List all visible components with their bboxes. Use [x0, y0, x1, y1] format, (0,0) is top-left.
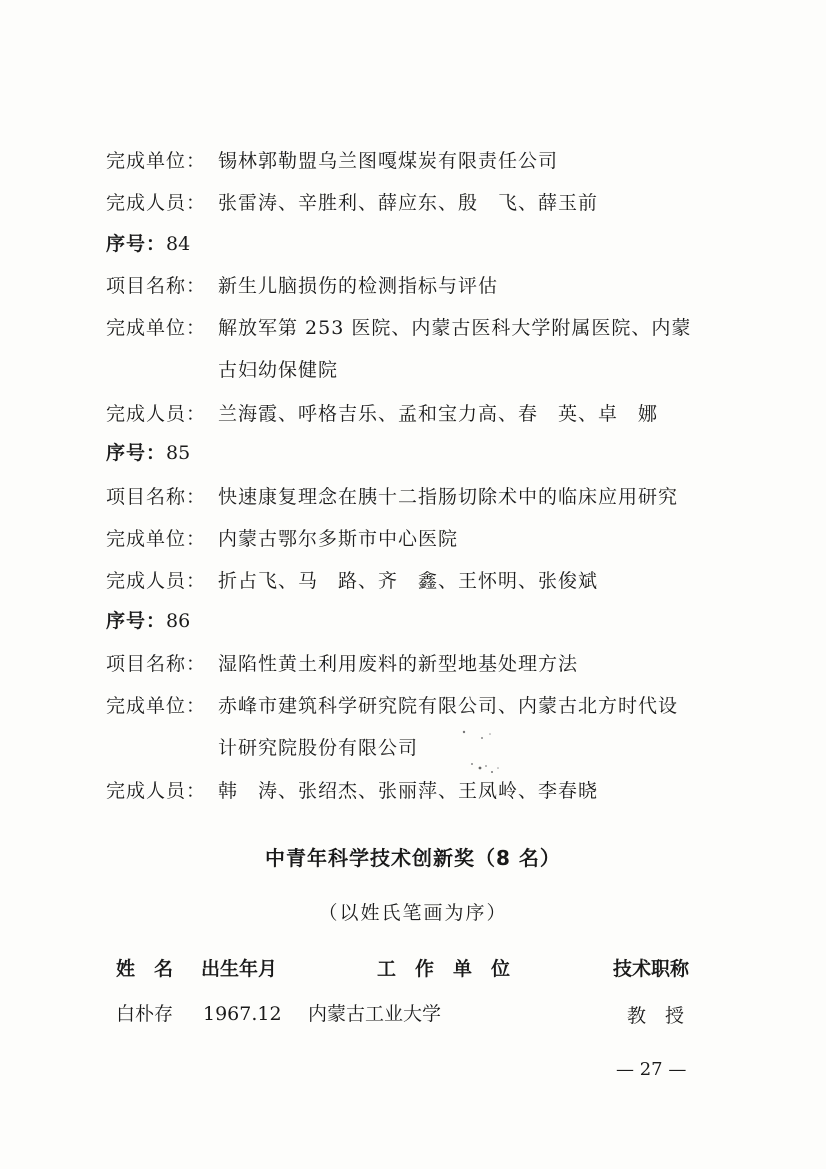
column-header-title: 技术职称 — [613, 958, 690, 980]
entry-staff-row — [106, 779, 746, 803]
staff-value: 兰海霞、呼格吉乐、孟和宝力高、春 英、卓 娜 — [218, 403, 659, 425]
staff-label: 完成人员： — [106, 780, 207, 802]
entry-seq-row — [106, 609, 190, 633]
entry-unit-row — [106, 527, 746, 551]
unit-value: 赤峰市建筑科学研究院有限公司、内蒙古北方时代设 — [218, 695, 679, 717]
staff-value: 折占飞、马 路、齐 鑫、王怀明、张俊斌 — [218, 570, 599, 592]
column-header-birth: 出生年月 — [201, 958, 278, 980]
entry-unit-row — [106, 316, 746, 340]
staff-label: 完成人员： — [106, 570, 207, 592]
entry-staff-row — [106, 402, 746, 426]
seq-number: 86 — [166, 610, 191, 632]
seq-number: 84 — [166, 233, 191, 255]
entry-unit-row — [106, 149, 746, 173]
entry-seq-row — [106, 441, 190, 465]
staff-label: 完成人员： — [106, 403, 207, 425]
seq-number: 85 — [166, 442, 191, 464]
award-subtitle: （以姓氏笔画为序） — [318, 902, 508, 924]
entry-staff-row — [106, 569, 746, 593]
entry-project-row — [106, 652, 746, 676]
project-value: 新生儿脑损伤的检测指标与评估 — [218, 275, 499, 297]
entry-staff-row — [106, 191, 746, 215]
project-label: 项目名称： — [106, 275, 207, 297]
column-header-name: 姓 名 — [116, 958, 174, 980]
page-number: — 27 — — [616, 1059, 687, 1080]
column-header-unit: 工 作 单 位 — [377, 958, 511, 980]
entry-unit-row — [106, 694, 746, 718]
entry-project-row — [106, 274, 746, 298]
unit-label: 完成单位： — [106, 150, 207, 172]
seq-label: 序号： — [106, 233, 167, 255]
cell-title: 教 授 — [627, 1005, 685, 1027]
entry-project-row — [106, 485, 746, 509]
unit-label: 完成单位： — [106, 528, 207, 550]
staff-value: 韩 涛、张绍杰、张丽萍、王凤岭、李春晓 — [218, 780, 599, 802]
cell-name: 白朴存 — [116, 1003, 174, 1025]
cell-unit: 内蒙古工业大学 — [308, 1003, 442, 1025]
staff-label: 完成人员： — [106, 192, 207, 214]
entry-seq-row — [106, 232, 190, 256]
project-label: 项目名称： — [106, 486, 207, 508]
project-label: 项目名称： — [106, 653, 207, 675]
unit-value: 内蒙古鄂尔多斯市中心医院 — [218, 528, 459, 550]
unit-value: 解放军第 253 医院、内蒙古医科大学附属医院、内蒙 — [218, 317, 692, 339]
seq-label: 序号： — [106, 610, 167, 632]
cell-birth: 1967.12 — [203, 1003, 282, 1025]
unit-continuation: 古妇幼保健院 — [218, 359, 339, 381]
unit-label: 完成单位： — [106, 317, 207, 339]
unit-label: 完成单位： — [106, 695, 207, 717]
project-value: 湿陷性黄土利用废料的新型地基处理方法 — [218, 653, 579, 675]
project-value: 快速康复理念在胰十二指肠切除术中的临床应用研究 — [218, 486, 679, 508]
unit-value: 锡林郭勒盟乌兰图嘎煤炭有限责任公司 — [218, 150, 559, 172]
staff-value: 张雷涛、辛胜利、薛应东、殷 飞、薛玉前 — [218, 192, 599, 214]
scan-speckle — [452, 724, 512, 784]
award-title: 中青年科学技术创新奖（8 名） — [265, 846, 561, 870]
seq-label: 序号： — [106, 442, 167, 464]
unit-continuation: 计研究院股份有限公司 — [218, 737, 419, 759]
